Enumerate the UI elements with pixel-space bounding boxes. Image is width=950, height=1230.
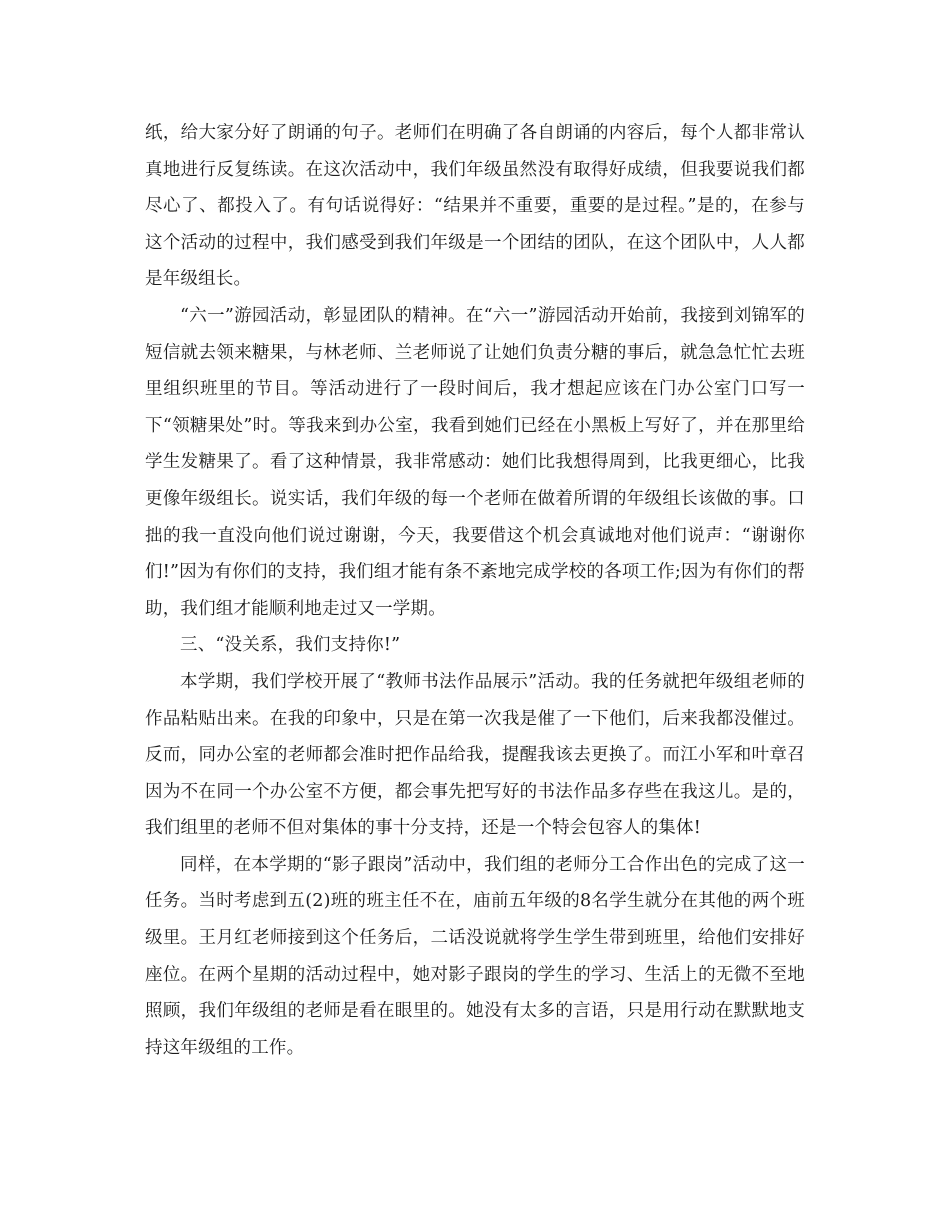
document-body <box>145 115 805 1066</box>
paragraph-1: 纸，给大家分好了朗诵的句子。老师们在明确了各自朗诵的内容后，每个人都非常认真地进行反复练读。在这次活动中，我们年级虽然没有取得好成绩，但我要说我们都尽心了、都投入了。有句话说得好：“结果并不重要，重要的是过程。”是的，在参与这个活动的过程中，我们感受到我们年级是一个团结的团队，在这个团队中，人人都是年级组长。 <box>145 123 805 290</box>
paragraph-2: “六一”游园活动，彰显团队的精神。在“六一”游园活动开始前，我接到刘锦军的短信就去领来糖果，与林老师、兰老师说了让她们负责分糖的事后，就急急忙忙去班里组织班里的节目。等活动进行了一段时间后，我才想起应该在门办公室门口写一下“领糖果处”时。等我来到办公室，我看到她们已经在小黑板上写好了，并在那里给学生发糖果了。看了这种情景，我非常感动：她们比我想得周到，比我更细心，比我更像年级组长。说实话，我们年级的每一个老师在做着所谓的年级组长该做的事。口拙的我一直没向他们说过谢谢，今天，我要借这个机会真诚地对他们说声：“谢谢你们!”因为有你们的支持，我们组才能有条不紊地完成学校的各项工作;因为有你们的帮助，我们组才能顺利地走过又一学期。 <box>145 305 805 619</box>
paragraph-4: 本学期，我们学校开展了“教师书法作品展示”活动。我的任务就把年级组老师的作品粘贴出来。在我的印象中，只是在第一次我是催了一下他们，后来我都没催过。反而，同办公室的老师都会准时把作品给我，提醒我该去更换了。而江小军和叶章召因为不在同一个办公室不方便，都会事先把写好的书法作品多存些在我这儿。是的，我们组里的老师不但对集体的事十分支持，还是一个特会包容人的集体! <box>145 671 805 839</box>
section-heading-3: 三、“没关系，我们支持你!” <box>180 635 401 656</box>
paragraph-5: 同样，在本学期的“影子跟岗”活动中，我们组的老师分工合作出色的完成了这一任务。当时考虑到五(2)班的班主任不在，庙前五年级的8名学生就分在其他的两个班级里。王月红老师接到这个任务后，二话没说就将学生学生带到班里，给他们安排好座位。在两个星期的活动过程中，她对影子跟岗的学生的学习、生活上的无微不至地照顾，我们年级组的老师是看在眼里的。她没有太多的言语，只是用行动在默默地支持这年级组的工作。 <box>145 854 805 1058</box>
